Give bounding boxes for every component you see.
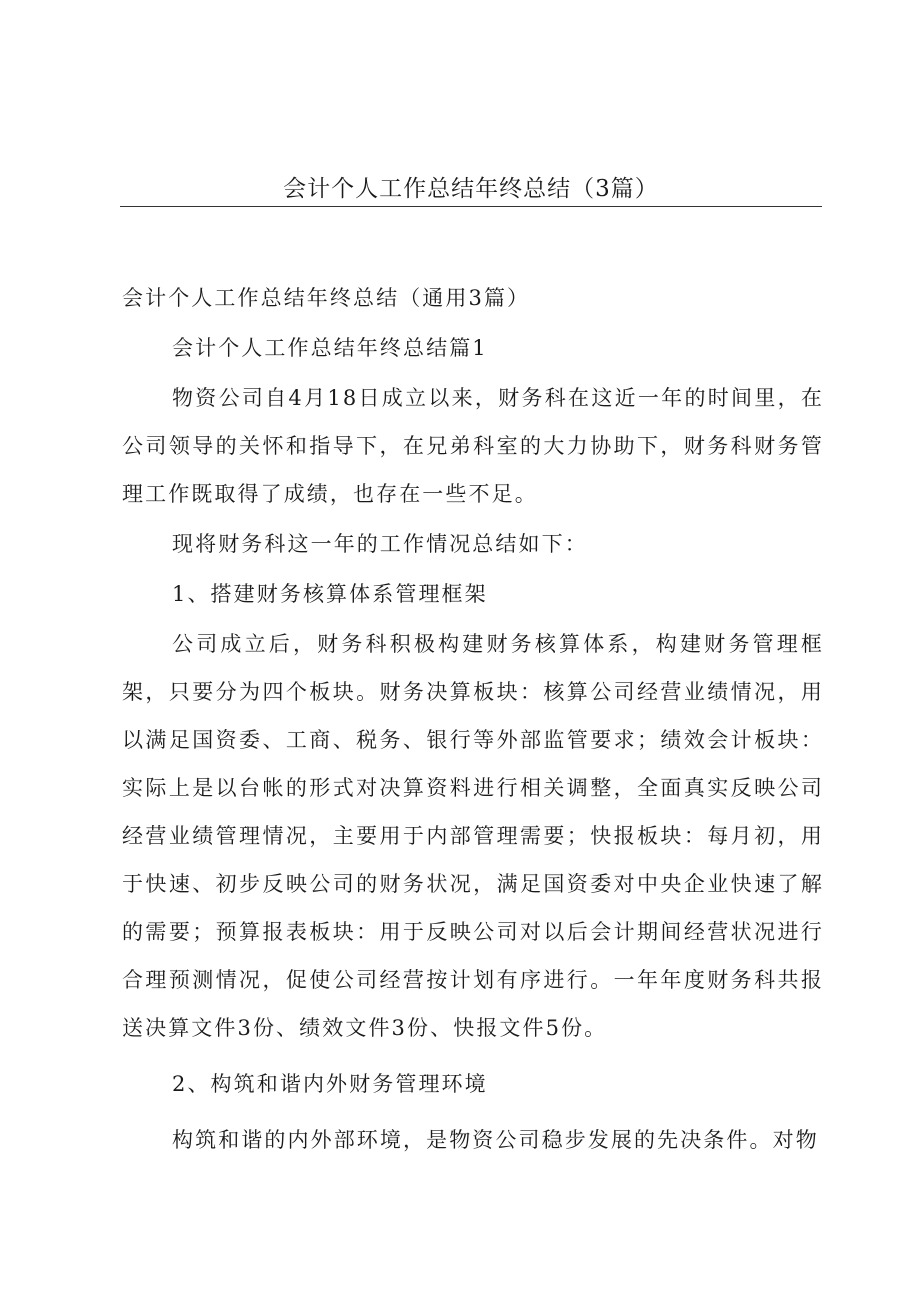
title-underline bbox=[120, 206, 822, 207]
paragraph-body-1: 公司成立后，财务科积极构建财务核算体系，构建财务管理框架，只要分为四个板块。财务决算板块：核算公司经营业绩情况，用以满足国资委、工商、税务、银行等外部监管要求；绩效会计板块：实际上是以台帐的形式对决算资料进行相关调整，全面真实反映公司经营业绩管理情况，主要用于内部管理需要；快报板块：每月初，用于快速、初步反映公司的财务状况，满足国资委对中央企业快速了解的需要；预算报表板块：用于反映公司对以后会计期间经营状况进行合理预测情况，促使公司经营按计划有序进行。一年年度财务科共报送决算文件3份、绩效文件3份、快报文件5份。 bbox=[122, 632, 824, 1040]
paragraph-body-2: 构筑和谐的内外部环境，是物资公司稳步发展的先决条件。对物 bbox=[172, 1128, 819, 1152]
paragraph-heading-2: 2、构筑和谐内外财务管理环境 bbox=[172, 1072, 488, 1096]
document-subtitle: 会计个人工作总结年终总结（通用3篇） bbox=[122, 286, 531, 310]
paragraph-summary-lead: 现将财务科这一年的工作情况总结如下： bbox=[172, 532, 588, 556]
paragraph-heading-1: 1、搭建财务核算体系管理框架 bbox=[172, 582, 488, 606]
document-body bbox=[122, 274, 824, 1164]
section-heading: 会计个人工作总结年终总结篇1 bbox=[172, 336, 488, 360]
document-title: 会计个人工作总结年终总结（3篇） bbox=[283, 176, 659, 202]
paragraph-intro: 物资公司自4月18日成立以来，财务科在这近一年的时间里，在公司领导的关怀和指导下，在兄弟科室的大力协助下，财务科财务管理工作既取得了成绩，也存在一些不足。 bbox=[122, 386, 824, 506]
